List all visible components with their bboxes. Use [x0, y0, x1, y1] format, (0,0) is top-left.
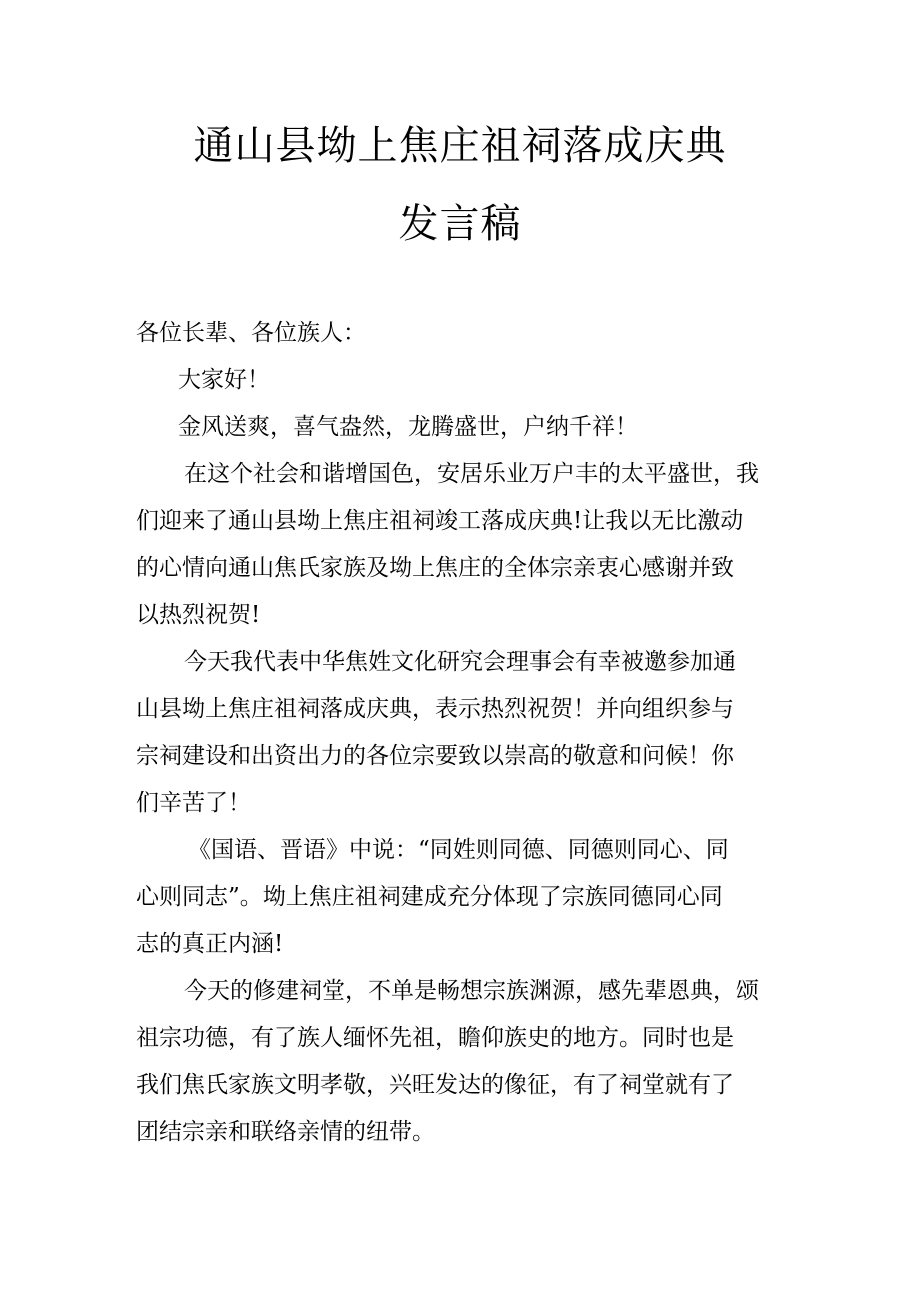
paragraph-line: 的心情向通山焦氏家族及坳上焦庄的全体宗亲衷心感谢并致 — [136, 555, 734, 581]
paragraph-1 — [136, 451, 796, 639]
document-title-line1: 通山县坳上焦庄祖祠落成庆典 — [193, 123, 727, 169]
paragraph-2 — [136, 639, 796, 827]
paragraph-line: 祖宗功德，有了族人缅怀先祖，瞻仰族史的地方。同时也是 — [136, 1025, 734, 1051]
paragraph-line: 在这个社会和谐增国色，安居乐业万户丰的太平盛世，我 — [184, 461, 759, 487]
paragraph-line: 们辛苦了！ — [136, 790, 251, 816]
paragraph-line: 宗祠建设和出资出力的各位宗要致以崇高的敬意和问候！你 — [136, 743, 734, 769]
paragraph-line: 今天我代表中华焦姓文化研究会理事会有幸被邀参加通 — [184, 649, 736, 675]
document-title-line2: 发言稿 — [398, 201, 522, 247]
document-body — [136, 310, 796, 1156]
paragraph-4 — [136, 968, 796, 1156]
paragraph-line: 团结宗亲和联络亲情的纽带。 — [136, 1119, 435, 1145]
couplet-line: 金风送爽，喜气盎然，龙腾盛世，户纳千祥！ — [178, 414, 638, 440]
paragraph-line: 们迎来了通山县坳上焦庄祖祠竣工落成庆典!让我以无比激动 — [136, 508, 744, 534]
paragraph-line: 今天的修建祠堂，不单是畅想宗族渊源，感先辈恩典，颂 — [184, 978, 759, 1004]
paragraph-line: 《国语、晋语》中说：“同姓则同德、同德则同心、同 — [188, 837, 729, 863]
paragraph-3 — [136, 827, 796, 968]
salutation: 各位长辈、各位族人： — [136, 320, 366, 346]
paragraph-line: 以热烈祝贺! — [136, 602, 261, 628]
paragraph-line: 山县坳上焦庄祖祠落成庆典，表示热烈祝贺！并向组织参与 — [136, 696, 734, 722]
paragraph-line: 志的真正内涵! — [136, 931, 284, 957]
paragraph-line: 心则同志”。坳上焦庄祖祠建成充分体现了宗族同德同心同 — [136, 884, 723, 910]
greeting: 大家好！ — [178, 367, 270, 393]
paragraph-line: 我们焦氏家族文明孝敬，兴旺发达的像征，有了祠堂就有了 — [136, 1072, 734, 1098]
